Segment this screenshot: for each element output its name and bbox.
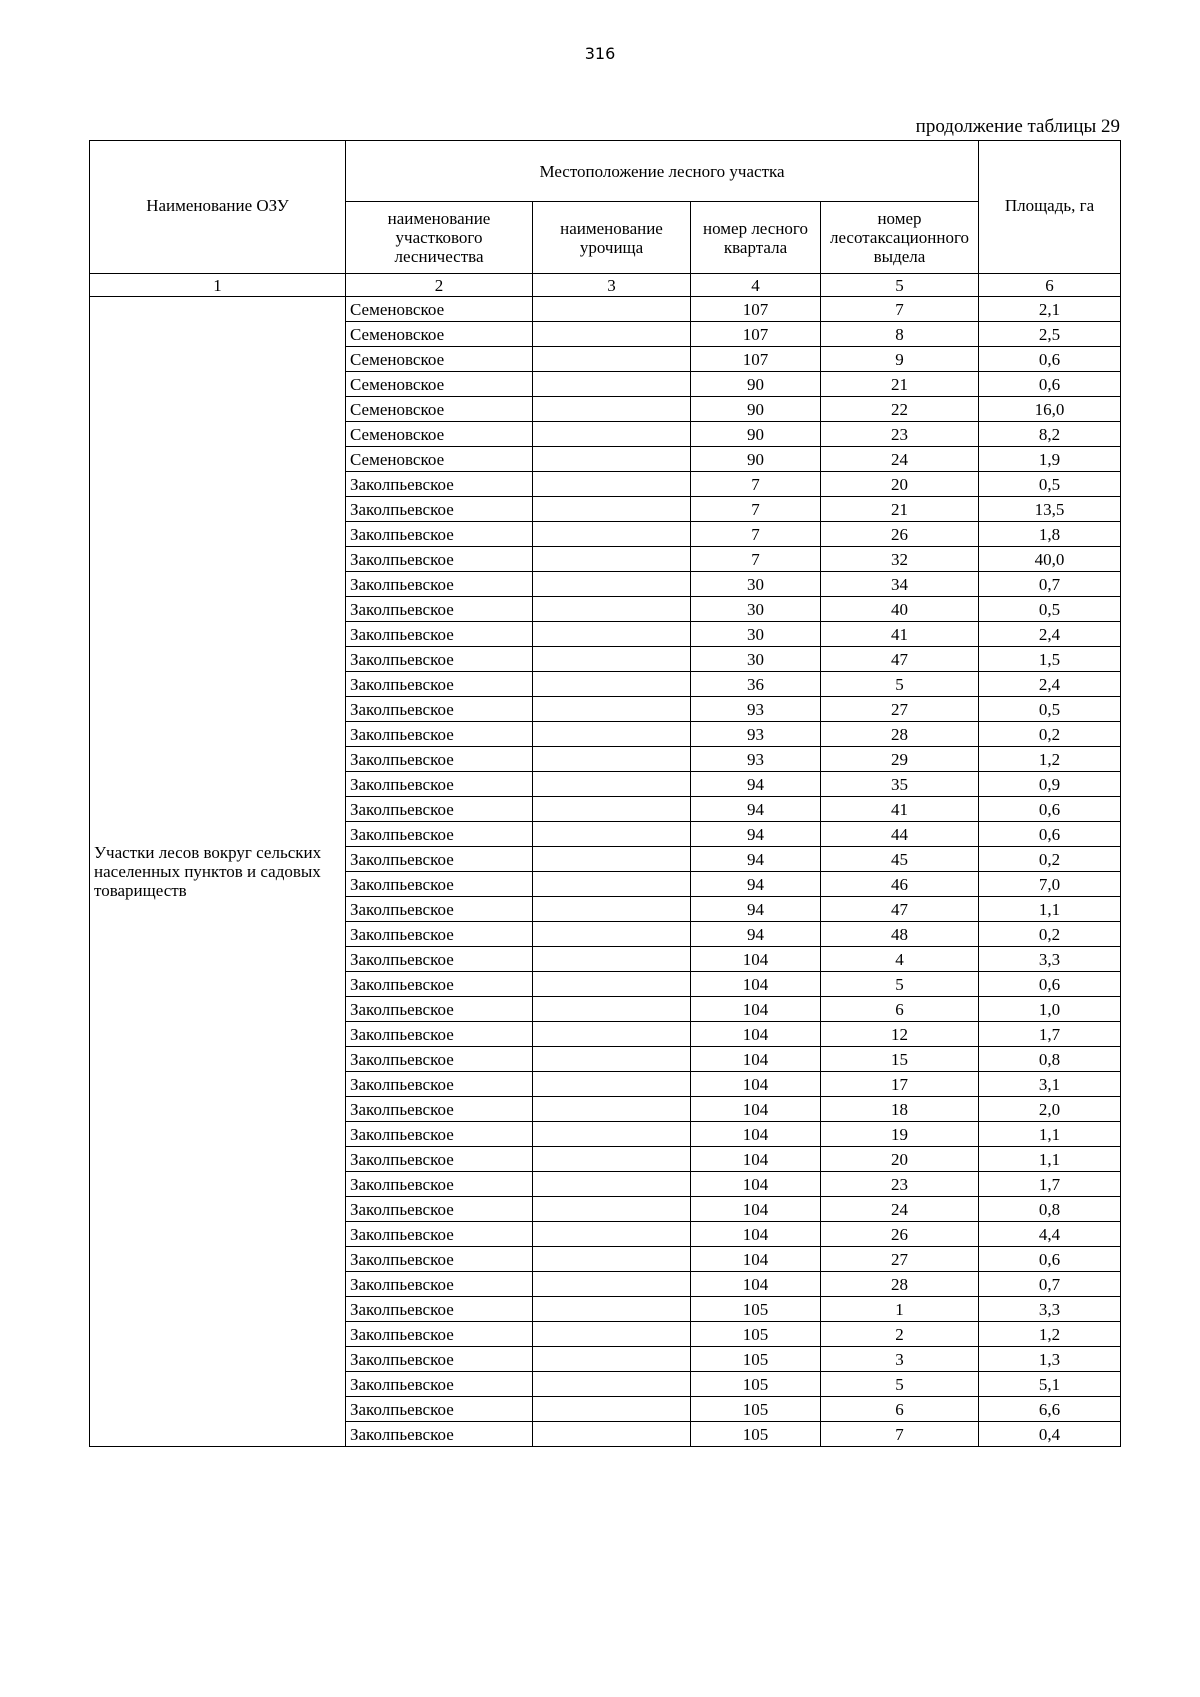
forestry-cell: Заколпьевское	[346, 1272, 533, 1297]
tract-cell	[533, 572, 691, 597]
allotment-cell: 46	[821, 872, 979, 897]
quarter-cell: 90	[691, 422, 821, 447]
allotment-cell: 28	[821, 1272, 979, 1297]
allotment-cell: 9	[821, 347, 979, 372]
allotment-cell: 21	[821, 497, 979, 522]
quarter-cell: 107	[691, 347, 821, 372]
quarter-cell: 104	[691, 1197, 821, 1222]
quarter-cell: 93	[691, 722, 821, 747]
allotment-cell: 29	[821, 747, 979, 772]
quarter-cell: 94	[691, 872, 821, 897]
forestry-cell: Заколпьевское	[346, 1222, 533, 1247]
header-tract-name: наименование урочища	[533, 202, 691, 274]
forestry-cell: Заколпьевское	[346, 1322, 533, 1347]
quarter-cell: 105	[691, 1397, 821, 1422]
area-cell: 1,1	[979, 897, 1121, 922]
quarter-cell: 104	[691, 1222, 821, 1247]
forestry-cell: Семеновское	[346, 422, 533, 447]
tract-cell	[533, 597, 691, 622]
quarter-cell: 105	[691, 1347, 821, 1372]
forestry-cell: Заколпьевское	[346, 997, 533, 1022]
quarter-cell: 7	[691, 547, 821, 572]
quarter-cell: 94	[691, 847, 821, 872]
forestry-cell: Заколпьевское	[346, 772, 533, 797]
table-body	[90, 297, 1121, 1447]
tract-cell	[533, 772, 691, 797]
forestry-cell: Заколпьевское	[346, 497, 533, 522]
area-cell: 0,5	[979, 597, 1121, 622]
tract-cell	[533, 847, 691, 872]
header-quarter-number: номер лесного квартала	[691, 202, 821, 274]
allotment-cell: 24	[821, 1197, 979, 1222]
quarter-cell: 90	[691, 372, 821, 397]
forestry-cell: Семеновское	[346, 297, 533, 322]
tract-cell	[533, 322, 691, 347]
forest-plots-table	[89, 140, 1121, 1447]
area-cell: 1,0	[979, 997, 1121, 1022]
column-number: 3	[533, 274, 691, 297]
tract-cell	[533, 1347, 691, 1372]
forestry-cell: Заколпьевское	[346, 947, 533, 972]
tract-cell	[533, 397, 691, 422]
forestry-cell: Заколпьевское	[346, 1197, 533, 1222]
forestry-cell: Заколпьевское	[346, 972, 533, 997]
forestry-cell: Заколпьевское	[346, 722, 533, 747]
forestry-cell: Заколпьевское	[346, 922, 533, 947]
forestry-cell: Заколпьевское	[346, 1122, 533, 1147]
tract-cell	[533, 822, 691, 847]
forestry-cell: Заколпьевское	[346, 697, 533, 722]
forestry-cell: Заколпьевское	[346, 847, 533, 872]
area-cell: 0,6	[979, 972, 1121, 997]
tract-cell	[533, 797, 691, 822]
quarter-cell: 107	[691, 297, 821, 322]
forestry-cell: Заколпьевское	[346, 1147, 533, 1172]
area-cell: 4,4	[979, 1222, 1121, 1247]
forestry-cell: Семеновское	[346, 322, 533, 347]
quarter-cell: 104	[691, 1047, 821, 1072]
allotment-cell: 20	[821, 1147, 979, 1172]
tract-cell	[533, 747, 691, 772]
quarter-cell: 94	[691, 772, 821, 797]
tract-cell	[533, 1022, 691, 1047]
tract-cell	[533, 1122, 691, 1147]
allotment-cell: 48	[821, 922, 979, 947]
area-cell: 0,4	[979, 1422, 1121, 1447]
area-cell: 16,0	[979, 397, 1121, 422]
area-cell: 3,3	[979, 947, 1121, 972]
forestry-cell: Заколпьевское	[346, 1072, 533, 1097]
forestry-cell: Заколпьевское	[346, 1172, 533, 1197]
forestry-cell: Заколпьевское	[346, 797, 533, 822]
quarter-cell: 36	[691, 672, 821, 697]
area-cell: 0,5	[979, 472, 1121, 497]
area-cell: 1,2	[979, 747, 1121, 772]
tract-cell	[533, 622, 691, 647]
tract-cell	[533, 472, 691, 497]
area-cell: 1,9	[979, 447, 1121, 472]
column-number-row	[90, 274, 1121, 297]
forestry-cell: Заколпьевское	[346, 1022, 533, 1047]
quarter-cell: 104	[691, 972, 821, 997]
allotment-cell: 23	[821, 1172, 979, 1197]
forestry-cell: Заколпьевское	[346, 622, 533, 647]
tract-cell	[533, 1397, 691, 1422]
tract-cell	[533, 1222, 691, 1247]
tract-cell	[533, 497, 691, 522]
forestry-cell: Заколпьевское	[346, 1372, 533, 1397]
allotment-cell: 5	[821, 1372, 979, 1397]
column-number: 4	[691, 274, 821, 297]
area-cell: 1,8	[979, 522, 1121, 547]
area-cell: 6,6	[979, 1397, 1121, 1422]
quarter-cell: 104	[691, 1122, 821, 1147]
allotment-cell: 27	[821, 697, 979, 722]
allotment-cell: 41	[821, 797, 979, 822]
allotment-cell: 7	[821, 297, 979, 322]
tract-cell	[533, 897, 691, 922]
allotment-cell: 12	[821, 1022, 979, 1047]
forestry-cell: Заколпьевское	[346, 1047, 533, 1072]
allotment-cell: 27	[821, 1247, 979, 1272]
forestry-cell: Заколпьевское	[346, 472, 533, 497]
forestry-cell: Заколпьевское	[346, 522, 533, 547]
quarter-cell: 30	[691, 572, 821, 597]
allotment-cell: 40	[821, 597, 979, 622]
area-cell: 0,9	[979, 772, 1121, 797]
area-cell: 2,4	[979, 622, 1121, 647]
allotment-cell: 3	[821, 1347, 979, 1372]
forestry-cell: Заколпьевское	[346, 1422, 533, 1447]
page-number: 316	[584, 44, 616, 63]
area-cell: 0,2	[979, 922, 1121, 947]
area-cell: 1,3	[979, 1347, 1121, 1372]
allotment-cell: 5	[821, 672, 979, 697]
area-cell: 40,0	[979, 547, 1121, 572]
area-cell: 0,8	[979, 1047, 1121, 1072]
area-cell: 5,1	[979, 1372, 1121, 1397]
allotment-cell: 6	[821, 997, 979, 1022]
allotment-cell: 24	[821, 447, 979, 472]
forestry-cell: Заколпьевское	[346, 747, 533, 772]
area-cell: 1,1	[979, 1147, 1121, 1172]
quarter-cell: 94	[691, 797, 821, 822]
forestry-cell: Заколпьевское	[346, 1347, 533, 1372]
forestry-cell: Заколпьевское	[346, 547, 533, 572]
quarter-cell: 104	[691, 1272, 821, 1297]
forestry-cell: Заколпьевское	[346, 647, 533, 672]
area-cell: 0,2	[979, 722, 1121, 747]
area-cell: 0,6	[979, 372, 1121, 397]
tract-cell	[533, 447, 691, 472]
area-cell: 0,6	[979, 1247, 1121, 1272]
quarter-cell: 7	[691, 497, 821, 522]
forestry-cell: Семеновское	[346, 397, 533, 422]
tract-cell	[533, 1297, 691, 1322]
allotment-cell: 8	[821, 322, 979, 347]
area-cell: 13,5	[979, 497, 1121, 522]
quarter-cell: 104	[691, 1022, 821, 1047]
quarter-cell: 104	[691, 1172, 821, 1197]
allotment-cell: 20	[821, 472, 979, 497]
tract-cell	[533, 972, 691, 997]
forestry-cell: Семеновское	[346, 347, 533, 372]
column-number: 2	[346, 274, 533, 297]
quarter-cell: 105	[691, 1297, 821, 1322]
tract-cell	[533, 297, 691, 322]
tract-cell	[533, 1247, 691, 1272]
column-number: 1	[90, 274, 346, 297]
ozu-category-cell: Участки лесов вокруг сельских населенных пунктов и садовых товариществ	[90, 297, 346, 1447]
table-row	[90, 297, 1121, 322]
allotment-cell: 6	[821, 1397, 979, 1422]
allotment-cell: 19	[821, 1122, 979, 1147]
quarter-cell: 90	[691, 447, 821, 472]
allotment-cell: 32	[821, 547, 979, 572]
tract-cell	[533, 1272, 691, 1297]
quarter-cell: 30	[691, 647, 821, 672]
quarter-cell: 105	[691, 1422, 821, 1447]
tract-cell	[533, 422, 691, 447]
forestry-cell: Заколпьевское	[346, 597, 533, 622]
forestry-cell: Заколпьевское	[346, 897, 533, 922]
area-cell: 8,2	[979, 422, 1121, 447]
tract-cell	[533, 1372, 691, 1397]
allotment-cell: 28	[821, 722, 979, 747]
area-cell: 0,2	[979, 847, 1121, 872]
forestry-cell: Семеновское	[346, 447, 533, 472]
area-cell: 0,6	[979, 347, 1121, 372]
forestry-cell: Заколпьевское	[346, 1097, 533, 1122]
quarter-cell: 94	[691, 897, 821, 922]
tract-cell	[533, 722, 691, 747]
quarter-cell: 104	[691, 1247, 821, 1272]
area-cell: 0,6	[979, 822, 1121, 847]
header-ozu-name: Наименование ОЗУ	[90, 141, 346, 274]
allotment-cell: 23	[821, 422, 979, 447]
quarter-cell: 90	[691, 397, 821, 422]
quarter-cell: 105	[691, 1322, 821, 1347]
area-cell: 1,1	[979, 1122, 1121, 1147]
tract-cell	[533, 372, 691, 397]
allotment-cell: 4	[821, 947, 979, 972]
area-cell: 2,0	[979, 1097, 1121, 1122]
tract-cell	[533, 1322, 691, 1347]
tract-cell	[533, 647, 691, 672]
tract-cell	[533, 1422, 691, 1447]
column-number: 6	[979, 274, 1121, 297]
area-cell: 2,1	[979, 297, 1121, 322]
area-cell: 0,8	[979, 1197, 1121, 1222]
tract-cell	[533, 872, 691, 897]
column-number: 5	[821, 274, 979, 297]
header-area: Площадь, га	[979, 141, 1121, 274]
allotment-cell: 21	[821, 372, 979, 397]
quarter-cell: 7	[691, 472, 821, 497]
allotment-cell: 44	[821, 822, 979, 847]
quarter-cell: 104	[691, 997, 821, 1022]
quarter-cell: 94	[691, 822, 821, 847]
forestry-cell: Заколпьевское	[346, 822, 533, 847]
tract-cell	[533, 1097, 691, 1122]
area-cell: 2,5	[979, 322, 1121, 347]
allotment-cell: 15	[821, 1047, 979, 1072]
allotment-cell: 47	[821, 647, 979, 672]
allotment-cell: 18	[821, 1097, 979, 1122]
area-cell: 1,7	[979, 1172, 1121, 1197]
area-cell: 1,7	[979, 1022, 1121, 1047]
allotment-cell: 47	[821, 897, 979, 922]
forestry-cell: Заколпьевское	[346, 872, 533, 897]
area-cell: 1,5	[979, 647, 1121, 672]
forestry-cell: Заколпьевское	[346, 672, 533, 697]
area-cell: 7,0	[979, 872, 1121, 897]
header-location: Местоположение лесного участка	[346, 141, 979, 202]
quarter-cell: 93	[691, 697, 821, 722]
allotment-cell: 26	[821, 522, 979, 547]
quarter-cell: 104	[691, 947, 821, 972]
tract-cell	[533, 947, 691, 972]
header-allotment-number: номер лесотаксационного выдела	[821, 202, 979, 274]
quarter-cell: 7	[691, 522, 821, 547]
forestry-cell: Заколпьевское	[346, 1247, 533, 1272]
quarter-cell: 30	[691, 622, 821, 647]
tract-cell	[533, 1172, 691, 1197]
table-continuation-label: продолжение таблицы 29	[915, 116, 1120, 137]
allotment-cell: 26	[821, 1222, 979, 1247]
area-cell: 2,4	[979, 672, 1121, 697]
tract-cell	[533, 547, 691, 572]
allotment-cell: 17	[821, 1072, 979, 1097]
area-cell: 3,3	[979, 1297, 1121, 1322]
forestry-cell: Семеновское	[346, 372, 533, 397]
tract-cell	[533, 1047, 691, 1072]
quarter-cell: 104	[691, 1147, 821, 1172]
tract-cell	[533, 997, 691, 1022]
allotment-cell: 45	[821, 847, 979, 872]
tract-cell	[533, 672, 691, 697]
quarter-cell: 105	[691, 1372, 821, 1397]
header-forestry-name: наименование участкового лесничества	[346, 202, 533, 274]
allotment-cell: 34	[821, 572, 979, 597]
allotment-cell: 41	[821, 622, 979, 647]
tract-cell	[533, 922, 691, 947]
tract-cell	[533, 347, 691, 372]
area-cell: 0,6	[979, 797, 1121, 822]
tract-cell	[533, 1072, 691, 1097]
area-cell: 0,7	[979, 1272, 1121, 1297]
area-cell: 1,2	[979, 1322, 1121, 1347]
tract-cell	[533, 697, 691, 722]
quarter-cell: 107	[691, 322, 821, 347]
tract-cell	[533, 1147, 691, 1172]
tract-cell	[533, 522, 691, 547]
allotment-cell: 1	[821, 1297, 979, 1322]
tract-cell	[533, 1197, 691, 1222]
area-cell: 0,7	[979, 572, 1121, 597]
area-cell: 0,5	[979, 697, 1121, 722]
allotment-cell: 35	[821, 772, 979, 797]
quarter-cell: 94	[691, 922, 821, 947]
quarter-cell: 104	[691, 1072, 821, 1097]
allotment-cell: 22	[821, 397, 979, 422]
forestry-cell: Заколпьевское	[346, 572, 533, 597]
quarter-cell: 104	[691, 1097, 821, 1122]
quarter-cell: 30	[691, 597, 821, 622]
quarter-cell: 93	[691, 747, 821, 772]
forestry-cell: Заколпьевское	[346, 1397, 533, 1422]
allotment-cell: 7	[821, 1422, 979, 1447]
forestry-cell: Заколпьевское	[346, 1297, 533, 1322]
allotment-cell: 5	[821, 972, 979, 997]
allotment-cell: 2	[821, 1322, 979, 1347]
area-cell: 3,1	[979, 1072, 1121, 1097]
